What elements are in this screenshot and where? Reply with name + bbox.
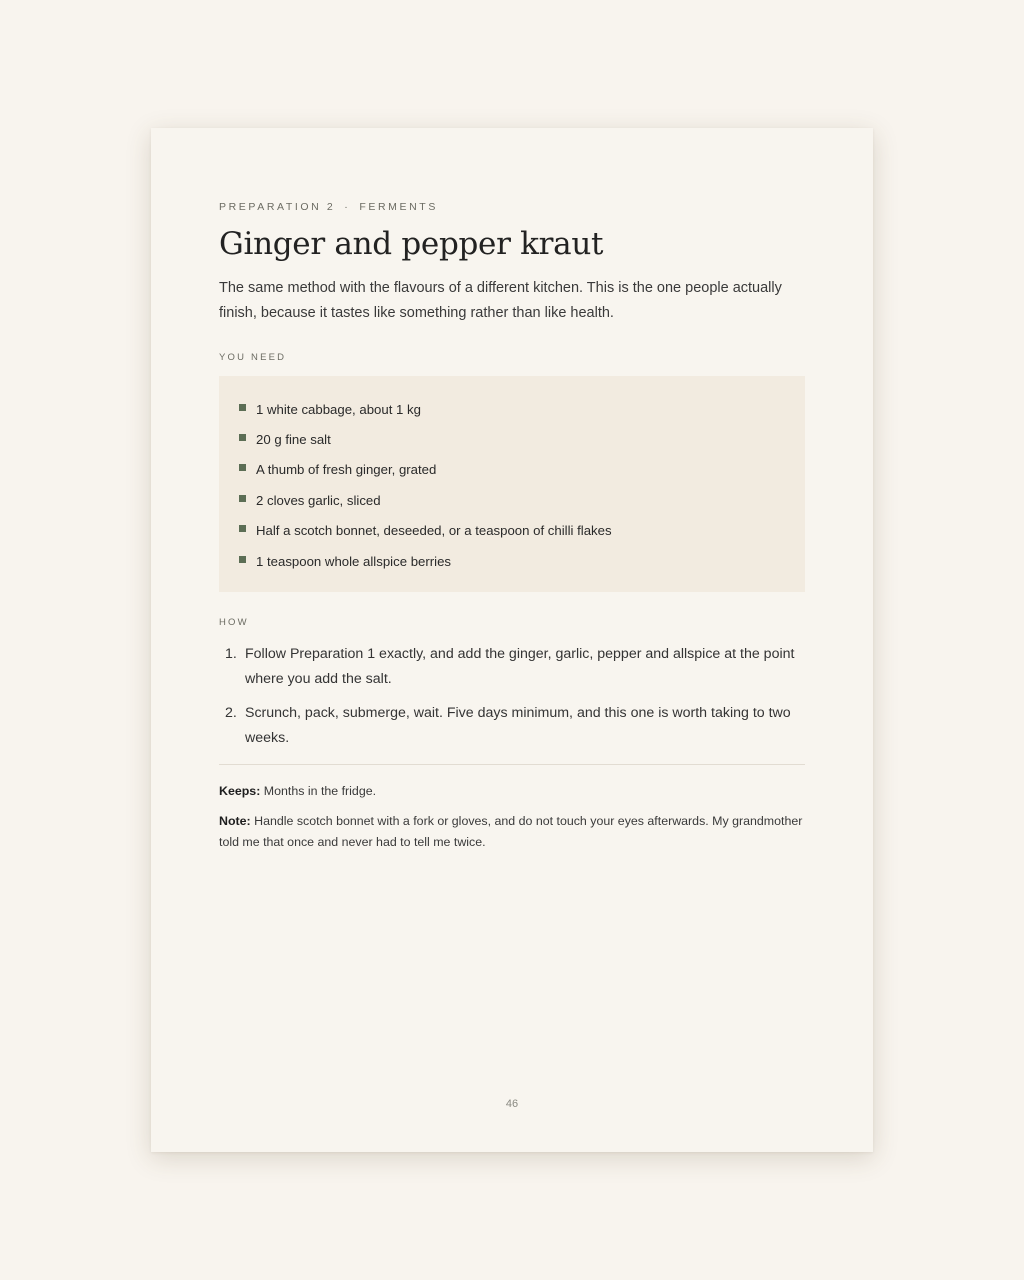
ingredients-heading: YOU NEED [219,352,287,363]
ingredient-item [239,516,785,546]
square-bullet-icon [239,556,246,563]
ingredient-item [239,485,785,515]
ingredient-text: Half a scotch bonnet, deseeded, or a teaspoon of chilli flakes [256,523,612,539]
note-label: Note: [219,814,251,829]
note-line [219,811,805,853]
square-bullet-icon [239,464,246,471]
recipe-intro: The same method with the flavours of a different kitchen. This is the one people actually finish, because it tastes like something rather than like health. [219,280,782,321]
method-steps [219,642,805,750]
recipe-title: Ginger and pepper kraut [219,226,604,262]
step-number: 2. [225,705,237,722]
step-number: 1. [225,646,237,663]
method-heading: HOW [219,617,249,629]
method-step [219,642,805,691]
square-bullet-icon [239,525,246,532]
ingredient-item [239,424,785,454]
eyebrow-separator: · [344,201,351,213]
ingredient-text: 1 white cabbage, about 1 kg [256,401,421,417]
ingredients-list [219,376,805,592]
section-eyebrow [219,200,805,214]
step-text: Scrunch, pack, submerge, wait. Five days minimum, and this one is worth taking to two weeks. [245,705,791,746]
step-text: Follow Preparation 1 exactly, and add the ginger, garlic, pepper and allspice at the point where you add the salt. [245,646,795,687]
keeps-line [219,781,805,802]
keeps-label: Keeps: [219,784,261,799]
book-page [151,128,873,1152]
preparation-label: PREPARATION 2 [219,201,336,213]
square-bullet-icon [239,434,246,441]
divider [219,764,805,765]
ingredient-text: A thumb of fresh ginger, grated [256,462,437,478]
ingredient-item [239,455,785,485]
page-number: 46 [505,1098,519,1110]
square-bullet-icon [239,495,246,502]
category-label: FERMENTS [359,201,438,213]
square-bullet-icon [239,404,246,411]
method-step [219,701,805,750]
note-text: Handle scotch bonnet with a fork or gloves, and do not touch your eyes afterwards. My grandmother told me that once and never had to tell me twice. [219,814,803,850]
keeps-text: Months in the fridge. [263,784,377,799]
ingredient-text: 20 g fine salt [256,432,331,448]
ingredient-text: 1 teaspoon whole allspice berries [256,553,451,569]
page-content [219,200,805,853]
ingredient-item [239,394,785,424]
ingredient-text: 2 cloves garlic, sliced [256,492,381,508]
ingredient-item [239,546,785,576]
